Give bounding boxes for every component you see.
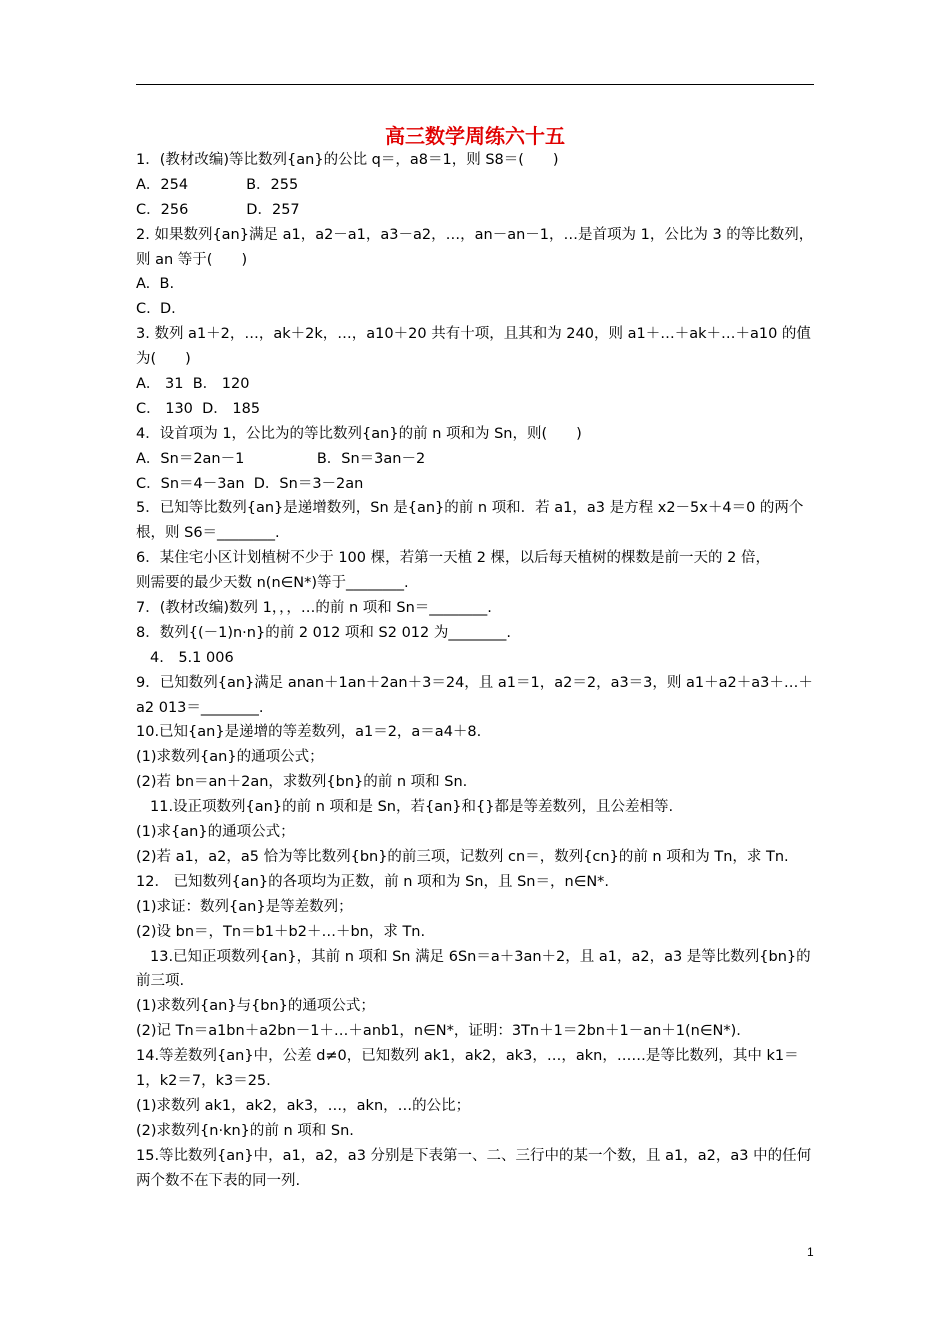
text-line: A． 31 B． 120 [136,376,250,393]
text-line: 11.设正项数列{an}的前 n 项和是 Sn，若{an}和{}都是等差数列，且公差相等. [150,799,674,816]
text-line: 则需要的最少天数 n(n∈N*)等于________. [136,575,409,592]
text-line: (1)求证：数列{an}是等差数列； [136,898,353,915]
text-line: 5．已知等比数列{an}是递增数列，Sn 是{an}的前 n 项和．若 a1，a3 是方程 x2－5x＋4＝0 的两个 [136,500,804,517]
text-line: C．Sn＝4－3an D．Sn＝3－2an [136,475,364,492]
text-line: (1)求数列{an}的通项公式； [136,749,324,766]
text-line: (1)求数列 ak1，ak2，ak3，…，akn，…的公比； [136,1097,471,1114]
text-line: (2)若 a1，a2，a5 恰为等比数列{bn}的前三项，记数列 cn＝，数列{cn}的前 n 项和为 Tn，求 Tn. [136,848,789,865]
text-line: 12． 已知数列{an}的各项均为正数，前 n 项和为 Sn，且 Sn＝，n∈N*. [136,873,610,890]
text-line: 4. 5.1 006 [150,649,234,666]
text-line: 两个数不在下表的同一列. [136,1172,301,1189]
question-list [136,148,816,1193]
text-line: 根，则 S6＝________. [136,525,280,542]
text-line: (1)求数列{an}与{bn}的通项公式； [136,998,375,1015]
page-number: 1 [807,1245,814,1259]
text-line: A．254 B．255 [136,176,299,193]
text-line: 14.等差数列{an}中，公差 d≠0，已知数列 ak1，ak2，ak3，…，akn，……是等比数列，其中 k1＝ [136,1048,799,1065]
text-line: 15.等比数列{an}中，a1，a2，a3 分别是下表第一、二、三行中的某一个数，且 a1，a2，a3 中的任何 [136,1147,812,1164]
text-line: 6．某住宅小区计划植树不少于 100 棵，若第一天植 2 棵，以后每天植树的棵数是前一天的 2 倍， [136,550,771,567]
text-line: 10.已知{an}是递增的等差数列，a1＝2，a＝a4＋8. [136,724,482,741]
text-line: (2)若 bn＝an＋2an，求数列{bn}的前 n 项和 Sn. [136,774,468,791]
text-line: 7．(教材改编)数列 1，，，…的前 n 项和 Sn＝________. [136,600,492,617]
text-line: 13.已知正项数列{an}，其前 n 项和 Sn 满足 6Sn＝a＋3an＋2，且 a1，a2，a3 是等比数列{bn}的 [150,948,811,965]
text-line: 前三项. [136,973,185,990]
header-rule [136,84,814,85]
text-line: (2)求数列{n·kn}的前 n 项和 Sn. [136,1122,354,1139]
text-line: (2)记 Tn＝a1bn＋a2bn－1＋…＋anb1，n∈N*，证明：3Tn＋1＝2bn＋1－an＋1(n∈N*). [136,1023,741,1040]
text-line: 9．已知数列{an}满足 anan＋1an＋2an＋3＝24，且 a1＝1，a2＝2，a3＝3，则 a1＋a2＋a3＋…＋ [136,674,813,691]
text-line: C. D. [136,301,176,318]
text-line: 2. 如果数列{an}满足 a1，a2－a1，a3－a2，…，an－an－1，…是首项为 1，公比为 3 的等比数列， [136,226,814,243]
text-line: 4．设首项为 1，公比为的等比数列{an}的前 n 项和为 Sn，则( ) [136,425,582,442]
text-line: 1，k2＝7，k3＝25. [136,1072,271,1089]
text-line: 8．数列{(－1)n·n}的前 2 012 项和 S2 012 为________. [136,624,511,641]
text-line: (1)求{an}的通项公式； [136,824,295,841]
text-line: C． 130 D． 185 [136,400,261,417]
text-line: A. B. [136,276,175,293]
text-line: 3. 数列 a1＋2，…，ak＋2k，…，a10＋20 共有十项，且其和为 240，则 a1＋…＋ak＋…＋a10 的值 [136,326,811,343]
text-line: 为( ) [136,351,191,368]
text-line: (2)设 bn＝，Tn＝b1＋b2＋…＋bn，求 Tn. [136,923,426,940]
text-line: 则 an 等于( ) [136,251,248,268]
text-line: A．Sn＝2an－1 B．Sn＝3an－2 [136,450,426,467]
page-title: 高三数学周练六十五 [385,124,565,148]
text-line: C．256 D．257 [136,201,300,218]
text-line: a2 013＝________. [136,699,264,716]
text-line: 1．(教材改编)等比数列{an}的公比 q＝，a8＝1，则 S8＝( ) [136,152,559,168]
